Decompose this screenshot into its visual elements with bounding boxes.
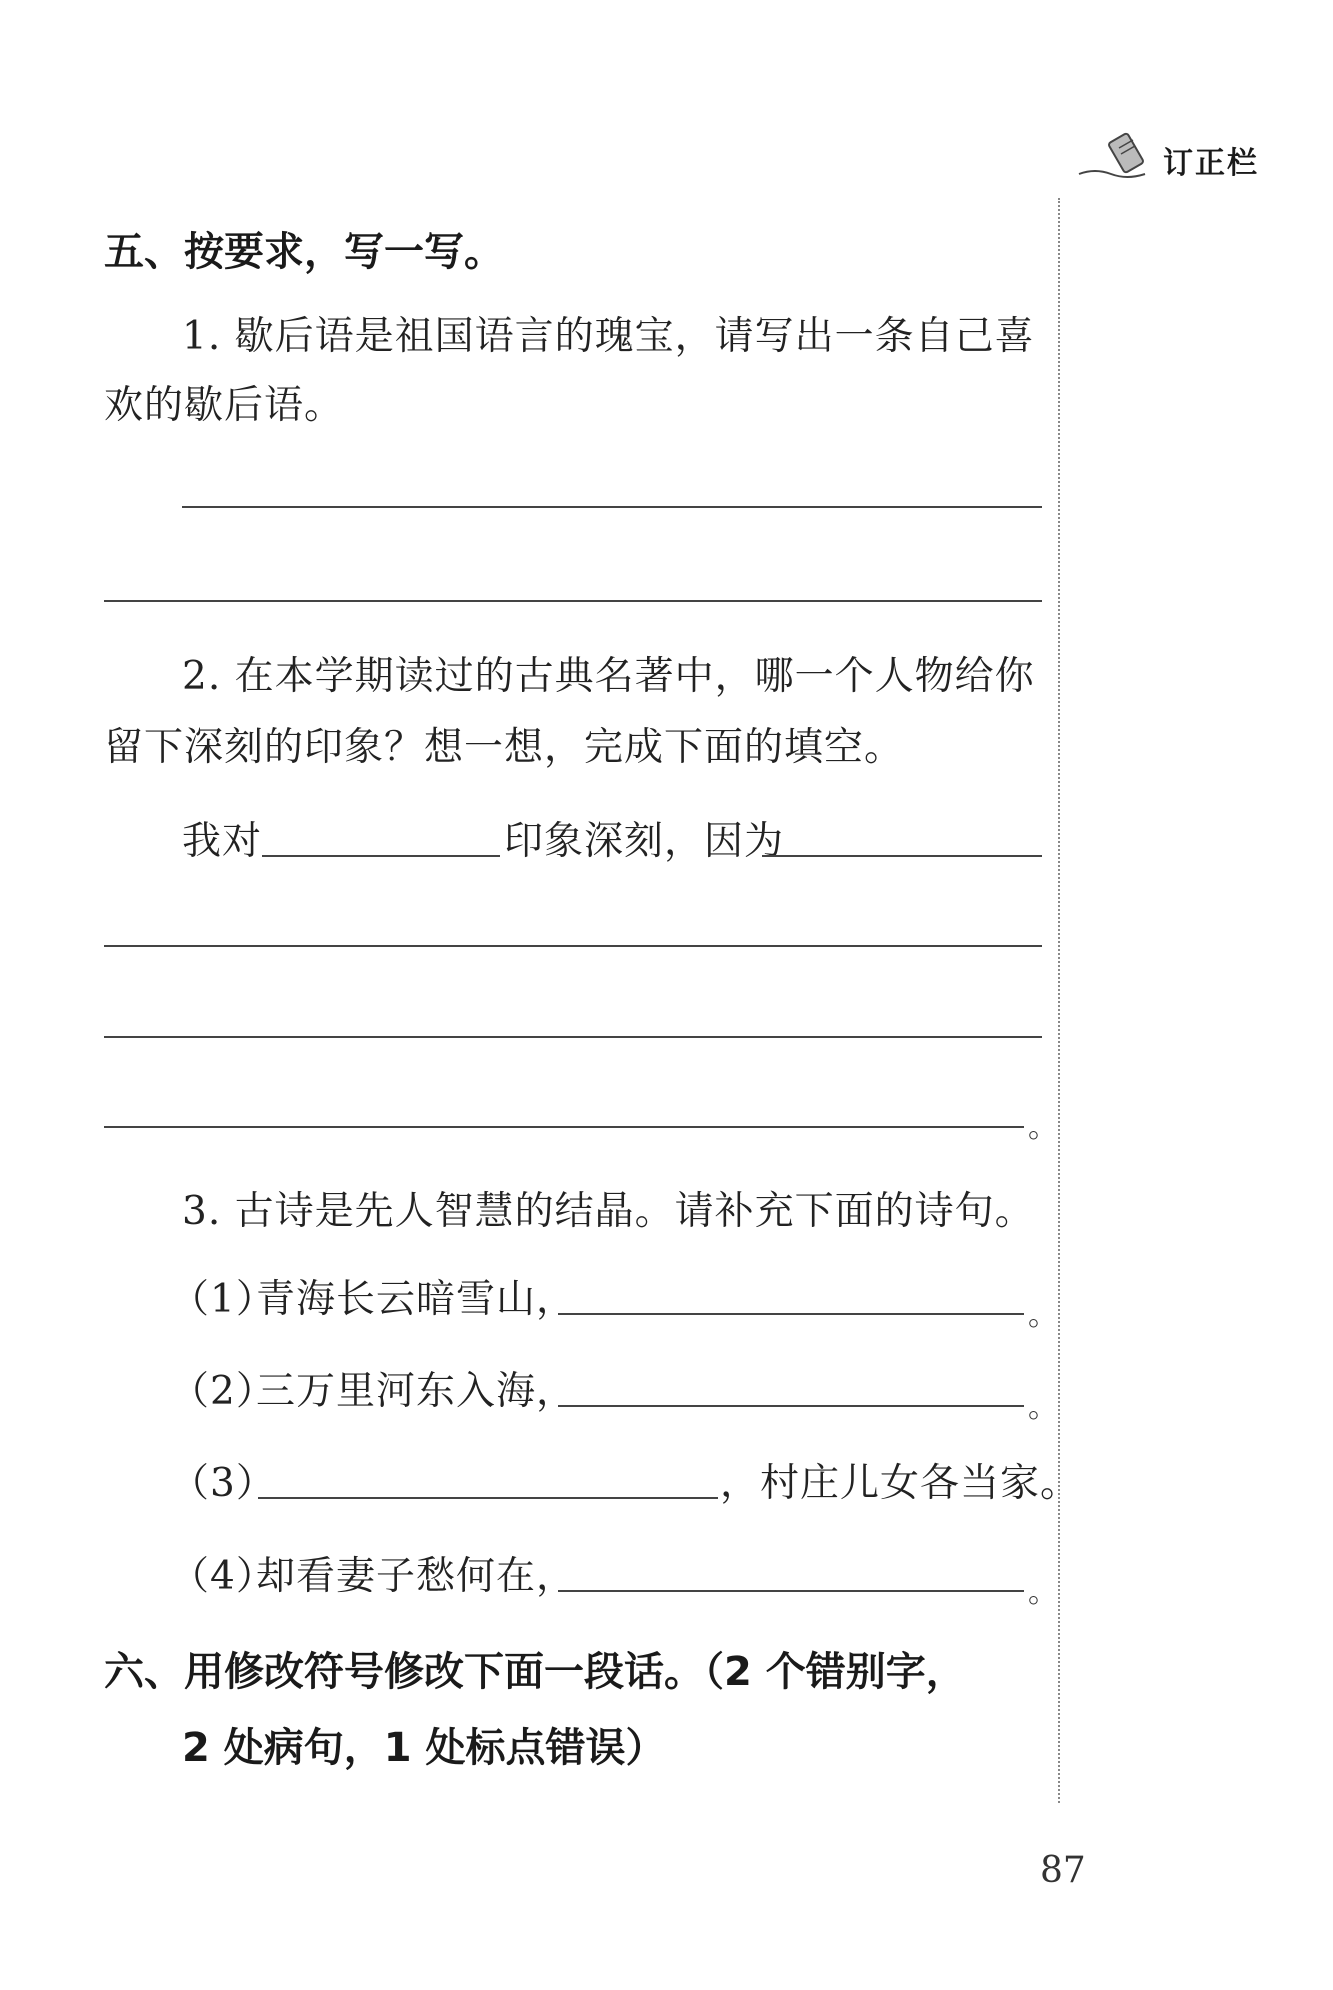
answer-line[interactable]	[104, 1036, 1042, 1038]
poem-item-num: （2）	[170, 1369, 276, 1414]
pencil-icon	[1075, 128, 1165, 188]
poem-item-text: 青海长云暗雪山，	[256, 1277, 577, 1322]
poem-item-text: ，村庄儿女各当家。	[720, 1461, 1081, 1506]
blank-character[interactable]	[262, 855, 500, 857]
question-text: 2. 在本学期读过的古典名著中，哪一个人物给你	[182, 654, 1035, 699]
poem-item-text: 三万里河东入海，	[256, 1369, 577, 1414]
fill-text: 我对	[182, 819, 263, 864]
fill-text: 印象深刻，因为	[504, 819, 785, 864]
end-mark: 。	[1028, 1298, 1058, 1333]
margin-header	[1075, 128, 1305, 188]
margin-divider	[1058, 198, 1060, 1803]
section-title: 六、用修改符号修改下面一段话。（2 个错别字，	[104, 1649, 966, 1695]
section-title: 2 处病句，1 处标点错误）	[182, 1725, 666, 1771]
end-mark: 。	[1028, 1575, 1058, 1610]
poem-item-num: （4）	[170, 1554, 276, 1599]
question-text: 3. 古诗是先人智慧的结晶。请补充下面的诗句。	[182, 1189, 1035, 1234]
poem-item-num: （1）	[170, 1277, 276, 1322]
poem-item-num: （3）	[170, 1461, 276, 1506]
answer-line[interactable]	[104, 600, 1042, 602]
poem-blank[interactable]	[258, 1497, 718, 1499]
margin-label: 订正栏	[1163, 146, 1259, 181]
poem-blank[interactable]	[558, 1590, 1024, 1592]
answer-line[interactable]	[104, 1126, 1024, 1128]
poem-blank[interactable]	[558, 1313, 1024, 1315]
question-text: 1. 歇后语是祖国语言的瑰宝，请写出一条自己喜	[182, 314, 1035, 359]
question-text: 欢的歇后语。	[104, 383, 345, 428]
page-number: 87	[1040, 1850, 1086, 1891]
answer-line[interactable]	[182, 506, 1042, 508]
question-text: 留下深刻的印象？想一想，完成下面的填空。	[104, 725, 905, 770]
answer-line[interactable]	[104, 945, 1042, 947]
end-mark: 。	[1028, 1390, 1058, 1425]
end-mark: 。	[1028, 1110, 1058, 1145]
section-title: 五、按要求，写一写。	[104, 229, 504, 275]
poem-item-text: 却看妻子愁何在，	[256, 1554, 577, 1599]
poem-blank[interactable]	[558, 1405, 1024, 1407]
blank-reason[interactable]	[762, 855, 1042, 857]
